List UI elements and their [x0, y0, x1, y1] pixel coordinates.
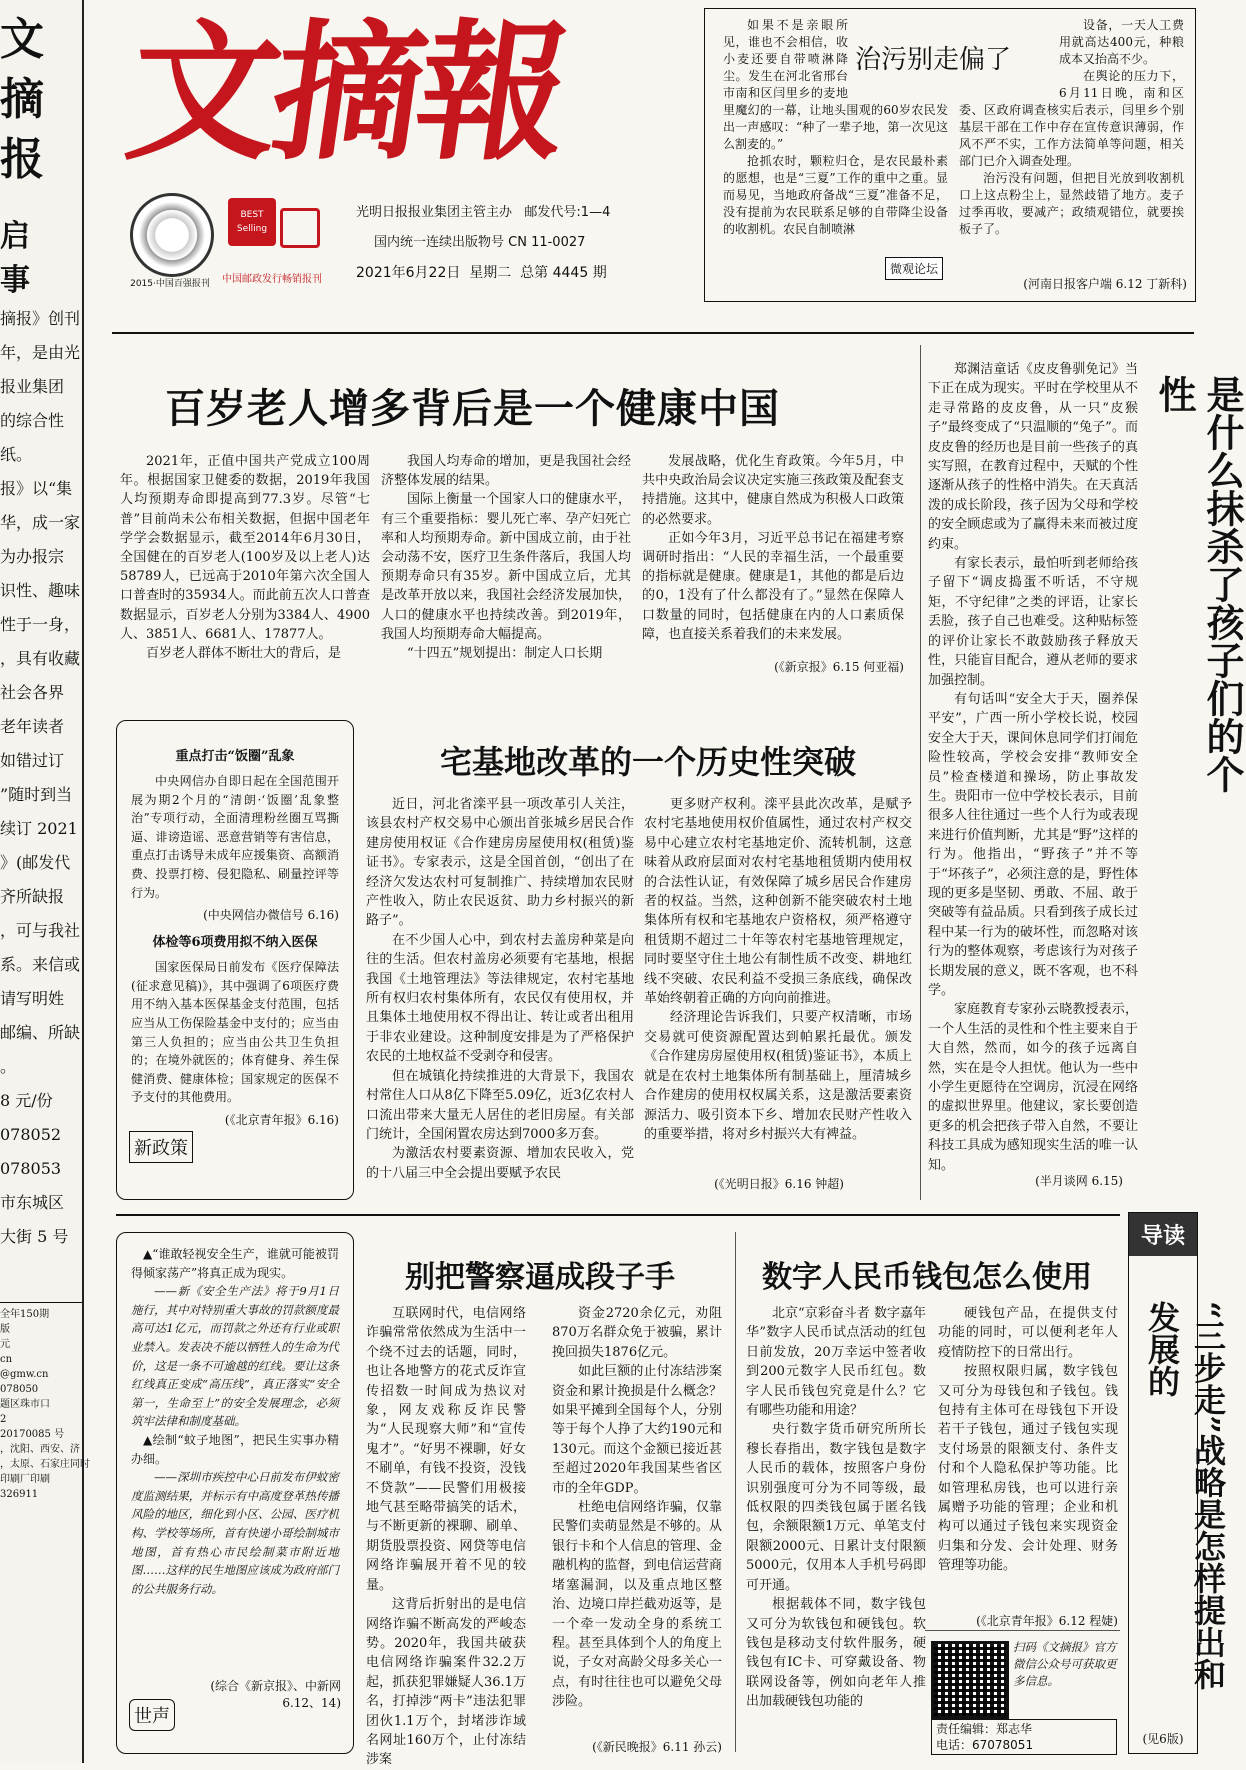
left-masthead-char: 报: [0, 134, 44, 185]
left-colophon: [0, 1302, 90, 1502]
homestead-col-2: [644, 795, 912, 1165]
middle-rule: [116, 1214, 1120, 1216]
left-masthead-char: 摘: [0, 74, 44, 125]
policy-source-1: (中央网信办微信号 6.16): [203, 908, 339, 923]
left-colophon-line: 20170085 号: [0, 1429, 65, 1440]
police-para: 资金2720余亿元，劝阻870万名群众免于被骗，累计挽回损失1876亿元。: [552, 1306, 722, 1360]
policy-source-2: (《北京青年报》6.16): [224, 1112, 339, 1127]
left-colophon-line: 版: [0, 1324, 10, 1335]
police-col-1: [366, 1304, 526, 1768]
lead-col-3: [642, 452, 904, 652]
police-para: 这背后折射出的是电信网络诈骗不断高发的严峻态势。2020年，我国共破获电信网络诈骗案件32.2万起，抓获犯罪嫌疑人36.1万名，打掉涉“两卡”违法犯罪团伙1.1万个，封堵涉诈域名网址160万个，止付冻结涉案: [366, 1597, 526, 1768]
digital-col-2: [938, 1304, 1118, 1609]
left-notice-line: 》(邮发代: [0, 853, 71, 872]
voices-source: (综合《新京报》、中新网 6.12、14): [210, 1679, 341, 1710]
top-editorial-box: [704, 8, 1196, 302]
left-colophon-line: 全年150期: [0, 1309, 50, 1320]
lead-para: 国际上衡量一个国家人口的健康水平，有三个重要指标：婴儿死亡率、孕产妇死亡率和人均预期寿命。新中国成立前，由于社会动荡不安，医疗卫生条件落后，我国人均预期寿命只有35岁。新中国成立后，尤其是改革开放以来，我国社会经济发展加快，人口的健康水平也持续改善。到2019年，我国人均预期寿命大幅提高。: [381, 492, 631, 642]
left-notice-line: 报》以“集: [0, 479, 73, 498]
guide-page: (见6版): [1142, 1732, 1184, 1746]
homestead-para: 为激活农村要素资源、增加农民收入，党的十八届三中全会提出要赋予农民: [366, 1146, 634, 1181]
police-title: 别把警察逼成段子手: [405, 1260, 675, 1295]
homestead-para: 经济理论告诉我们，只要产权清晰，市场交易就可使资源配置达到帕累托最优。颁发《合作建房房屋使用权(租赁)鉴证书》，本质上就是在农村土地集体所有制基础上，厘清城乡合作建房的使用权权属关系，这是激活要素资源活力、吸引资本下乡、增加农民财产性收入的重要举措，将对乡村振兴大有裨益。: [644, 1010, 912, 1142]
left-colophon-line: 326911: [0, 1489, 39, 1500]
policy-tag: 新政策: [129, 1131, 193, 1163]
editor-line: [931, 1719, 1117, 1755]
left-colophon-line: @gmw.cn: [0, 1369, 49, 1380]
issn: 国内统一连续出版物号 CN 11-0027: [374, 235, 586, 250]
guide-box: [1128, 1212, 1227, 1754]
police-para: 杜绝电信网络诈骗，仅靠民警们卖萌显然是不够的。从银行卡和个人信息的管理、金融机构的监督，到电信运营商堵塞漏洞，以及重点地区整治、边境口岸拦截劝返等，是一个牵一发动全身的系统工程。甚至具体到个人的角度上说，子女对高龄父母多关心一点，有时往往也可以避免父母涉险。: [552, 1500, 722, 1710]
lead-col-1: [120, 452, 370, 678]
postal-code: 邮发代号:1—4: [524, 205, 611, 220]
left-colophon-line: 题区珠市口: [0, 1399, 50, 1410]
editor-name: 责任编辑：郑志华: [936, 1722, 1033, 1736]
lead-para: 发展战略，优化生育政策。今年5月，中共中央政治局会议决定实施三孩政策及配套支持措施。这其中，健康自然成为积极人口政策的必然要求。: [642, 454, 904, 527]
right-article-source: (半月谈网 6.15): [1035, 1174, 1123, 1188]
policy-para-1: 中央网信办自即日起在全国范围开展为期2个月的“清朗·‘饭圈’乱象整治”专项行动，全面清理粉丝圈互骂撕逼、诽谤造谣、恶意营销等有害信息，重点打击诱导未成年应援集资、高额消费、投票打榜、侵犯隐私、刷量控评等行为。: [131, 774, 339, 900]
editorial-para: 抢抓农时，颗粒归仓，是农民最朴素的愿想，也是“三夏”工作的重中之重。显而易见，当地政府备战“三夏”准备不足，没有提前为农民联系足够的自带降尘设备的收割机。农民自制喷淋: [723, 154, 948, 236]
left-notice-line: ，具有收藏: [0, 649, 81, 668]
anniversary-badge-text: 2015·中国百强报刊: [130, 279, 210, 289]
digital-para: 按照权限归属，数字钱包又可分为母钱包和子钱包。钱包持有主体可在母钱包下开设若干子钱包，通过子钱包实现支付场景的限额支付、条件支付和个人隐私保护等功能。比如管理私房钱，也可以进行亲属赠予功能的管理；企业和机构可以通过子钱包来实现资金归集和分发、会计处理、财务管理等功能。: [938, 1364, 1118, 1574]
voices-item: ▲“谁敢轻视安全生产，谁就可能被罚得倾家荡产”将真正成为现实。: [131, 1247, 339, 1280]
left-notice-line: 078053: [0, 1159, 62, 1178]
homestead-title: 宅基地改革的一个历史性突破: [440, 743, 857, 781]
issue-number: 总第 4445 期: [520, 265, 607, 281]
left-notice-body: [0, 302, 82, 1254]
left-notice-line: 078052: [0, 1125, 62, 1144]
right-article-body: [928, 360, 1138, 1173]
lead-title: 百岁老人增多背后是一个健康中国: [165, 386, 780, 432]
left-notice-line: 报业集团: [0, 377, 65, 396]
left-colophon-line: 2: [0, 1414, 7, 1425]
masthead-info: [356, 198, 610, 288]
lead-para: 我国人均寿命的增加，更是我国社会经济整体发展的结果。: [381, 454, 631, 489]
homestead-para: 近日，河北省滦平县一项改革引人关注，该县农村产权交易中心颁出首张城乡居民合作建房使用权证《合作建房房屋使用权(租赁)鉴证书》。专家表示，这是全国首创，“创出了在经济欠发达农村可复制推广、持续增加农民财产性收入，防止农民返贫、助力乡村振兴的新路子”。: [366, 797, 634, 929]
lead-col-2: [381, 452, 631, 678]
left-masthead-char: 文: [0, 14, 44, 65]
policy-box: [116, 720, 354, 1200]
qr-code-icon[interactable]: [931, 1641, 1009, 1719]
voices-item: ——深圳市疾控中心日前发布伊蚊密度监测结果，并标示有中高度登革热传播风险的地区，细化到小区、公园、医疗机构、学校等场所，首有快递小哥绘制城市地图，首有热心市民绘制菜市附近地图……这样的民生地图应该成为政府部门的公共服务行动。: [131, 1470, 339, 1596]
left-notice-title: 启事: [0, 219, 30, 298]
left-colophon-line: 078050: [0, 1384, 39, 1395]
editorial-para: 治污没有问题，但把目光放到收割机口上这点粉尘上，显然歧错了地方。麦子过季再收，要减产；政绩观错位，就要挨板子了。: [959, 171, 1184, 236]
postal-logo-text: 中国邮政发行畅销报刊: [222, 274, 322, 285]
left-notice-line: 邮编、所缺: [0, 1023, 81, 1042]
left-notice-line: 纸。: [0, 445, 33, 464]
digital-col-1: [746, 1304, 926, 1756]
masthead: [117, 5, 690, 308]
right-article-title: 是什么抹杀了孩子们的个性: [1152, 375, 1245, 793]
lead-para: 2021年，正值中国共产党成立100周年。根据国家卫健委的数据，2019年我国人均预期寿命即提高到77.3岁。尽管“七普”目前尚未公布相关数据，但据中国老年学学会数据显示，截至2014年6月30日，全国健在的百岁老人(100岁及以上老人)达58789人，已远高于2010年第六次全国人口普查时的35934人。而此前五次人口普查数据显示，百岁老人分别为3384人、4900人、3851人、6681人、17877人。: [120, 454, 370, 642]
editorial-source: (河南日报客户端 6.12 丁新科): [1023, 277, 1187, 291]
editorial-title: 治污别走偏了: [855, 45, 1012, 75]
voices-box: [116, 1232, 354, 1754]
left-notice-line: 性于一身，: [0, 615, 81, 634]
digital-para: 北京“京彩奋斗者 数字嘉年华”数字人民币试点活动的红包日前发放，20万幸运中签者收到200元数字人民币红包。数字人民币钱包究竟是什么？它有哪些功能和用途？: [746, 1306, 926, 1419]
bottom-col-rule: [735, 1232, 736, 1752]
policy-para-2: 国家医保局日前发布《医疗保障法(征求意见稿)》，其中强调了6项医疗费用不纳入基本医保基金支付范围，包括应当从工伤保险基金中支付的；应当由第三人负担的；应当由公共卫生负担的；在境外就医的；体育健身、养生保健消费、健康体检；国家规定的医保不予支付的其他费用。: [131, 960, 339, 1105]
left-page-strip: [0, 0, 90, 1763]
left-colophon-line: ，沈阳、西安、济: [0, 1444, 80, 1455]
left-notice-line: 年，是由光: [0, 343, 81, 362]
best-selling-badge: BEST Selling: [228, 198, 276, 246]
left-notice-line: 8 元/份: [0, 1091, 53, 1110]
qr-box: [925, 1630, 1120, 1751]
left-notice-line: 老年读者: [0, 717, 65, 736]
weekday: 星期二: [469, 265, 512, 281]
homestead-source: (《光明日报》6.16 钟超): [714, 1177, 844, 1191]
homestead-col-1: [366, 795, 634, 1195]
newspaper-logo: 文摘報: [117, 5, 575, 181]
left-notice-line: ，可与我社: [0, 921, 81, 940]
left-notice-line: 齐所缺报: [0, 887, 65, 906]
police-col-2: [552, 1304, 722, 1734]
lead-para: 百岁老人群体不断壮大的背后，是: [146, 646, 342, 662]
left-colophon-line: 元: [0, 1339, 10, 1350]
police-para: 如此巨额的止付冻结涉案资金和累计挽损是什么概念？如果平摊到全国每个人，分别等于每个人挣了大约190元和130元。而这个金额已接近甚至超过2020年我国某些省区市的全年GDP。: [552, 1364, 722, 1496]
publisher: 光明日报报业集团主管主办: [356, 205, 513, 220]
editor-phone: 电话：67078051: [936, 1738, 1034, 1752]
left-notice-line: 续订 2021: [0, 819, 78, 838]
issue-date: 2021年6月22日: [356, 265, 461, 281]
homestead-para: 更多财产权利。滦平县此次改革，是赋予农村宅基地使用权价值属性，通过农村产权交易中心建立农村宅基地定价、流转机制，这意味着从政府层面对农村宅基地租赁期内使用权的合法性认证，有效保障了城乡居民合作建房者的权益。当然，这种创新不能突破农村土地集体所有权和宅基地农户资格权，须严格遵守租赁期不超过二十年等农村宅基地管理规定，同时要坚守住土地公有制性质不改变、耕地红线不突破、农民利益不受损三条底线，确保改革始终朝着正确的方向向前推进。: [644, 797, 912, 1007]
lead-para: 正如今年3月，习近平总书记在福建考察调研时指出：“人民的幸福生活，一个最重要的指标就是健康。健康是1，其他的都是后边的0，1没有了什么都没有了。”显然在保障人口数量的同时，包括健康在内的人口素质保障，也直接关系着我们的未来发展。: [642, 530, 904, 642]
left-notice-line: 如错过订: [0, 751, 65, 770]
digital-para: 硬钱包产品，在提供支付功能的同时，可以便利老年人疫情防控下的日常出行。: [938, 1306, 1118, 1360]
left-notice-line: 社会各界: [0, 683, 65, 702]
police-source: (《新民晚报》6.11 孙云): [592, 1740, 722, 1754]
editorial-col-1: [723, 17, 948, 297]
editorial-para: 如果不是亲眼所见，谁也不会相信，收小麦还要自带喷淋降尘。发生在河北省邢台市南和区闫里乡的麦地里魔幻的一幕，让地头围观的60岁农民发出一声感叹：“种了一辈子地，第一次见这么割麦的。”: [723, 18, 948, 151]
left-notice-line: 大街 5 号: [0, 1227, 69, 1246]
left-notice-line: 识性、趣味: [0, 581, 81, 600]
voices-item: ——新《安全生产法》将于9月1日施行，其中对特别重大事故的罚款额度最高可达1亿元，而罚款之外还有行业或职业禁入。发表决不能以牺牲人的生命为代价，这是一条不可逾越的红线。要让这条红线真正变成“高压线”，真正落实“安全第一，生命至上”的安全发展理念，必须筑牢法律和制度基础。: [131, 1284, 339, 1429]
lead-source: (《新京报》6.15 何亚福): [774, 660, 904, 674]
lead-para: “十四五”规划提出：制定人口长期: [407, 646, 603, 662]
right-para: 有句话叫“安全大于天，圈养保平安”，广西一所小学校长说，校园安全大于天，课间休息同学们打闹危险性较高，学校会安排“教师安全员”检查楼道和操场，防止事故发生。贵阳市一位中学校长表示，目前很多人往往通过一些个人行为或表现来进行价值判断，尤其是“野”这样的行为。他指出，“野孩子”并不等于“坏孩子”，必须注意的是，野性体现的更多是坚韧、勇敢、不屈、敢于突破等有益品质。只看到孩子成长过程中某一行为的破坏性，而忽略对该行为的整体观察，考虑该行为对孩子长期发展的意义，既不客观，也不科学。: [928, 691, 1138, 998]
right-para: 有家长表示，最怕听到老师给孩子留下“调皮捣蛋不听话，不守规矩，不守纪律”之类的评语，让家长丢脸，孩子自己也难受。这种贴标签的评价让家长不敢鼓励孩子释放天性，只能盲目配合，遵从老师的要求加强控制。: [928, 556, 1138, 688]
left-notice-line: 请写明姓: [0, 989, 65, 1008]
voices-item: ▲绘制“蚊子地图”，把民生实事办精办细。: [131, 1432, 339, 1466]
left-notice-line: 华，成一家: [0, 513, 81, 532]
qr-caption: 扫码《文摘报》官方微信公众号可获取更多信息。: [1013, 1640, 1117, 1688]
voices-tag: 世声: [129, 1699, 175, 1731]
editorial-col-2: [959, 17, 1184, 297]
left-notice-line: 市东城区: [0, 1193, 65, 1212]
policy-heading-2: 体检等6项费用拟不纳入医保: [152, 935, 318, 951]
digital-title: 数字人民币钱包怎么使用: [762, 1260, 1092, 1295]
digital-para: 根据载体不同，数字钱包又可分为软钱包和硬钱包。软钱包是移动支付软件服务，硬钱包有IC卡、可穿戴设备、物联网设备等，例如向老年人推出加载硬钱包功能的: [746, 1597, 926, 1710]
editorial-para: 在舆论的压力下，6月11日晚，南和区委、区政府调查核实后表示，闫里乡个别基层干部在工作中存在宣传意识薄弱，作风不严不实，工作方法简单等问题，相关部门已介入调查处理。: [959, 69, 1184, 168]
left-notice-line: 的综合性: [0, 411, 65, 430]
left-notice-line: 。: [0, 1057, 17, 1076]
voices-body: [131, 1245, 339, 1665]
top-rule: [112, 332, 1194, 334]
left-masthead: [0, 10, 82, 190]
right-para: 郑渊洁童话《皮皮鲁驯免记》当下正在成为现实。平时在学校里从不走寻常路的皮皮鲁，从一只“皮猴子”最终变成了“只温顺的“兔子”。而皮皮鲁的经历也是目前一些孩子的真实写照，在教育过程中，天赋的个性逐渐从孩子的性格中消失。在天真活泼的成长阶段，孩子因为父母和学校的安全顾虑或为了赢得未来而被过度约束。: [928, 362, 1138, 552]
digital-source: (《北京青年报》6.12 程婕): [976, 1614, 1118, 1628]
homestead-para: 但在城镇化持续推进的大背景下，我国农村常住人口从8亿下降至5.09亿，近3亿农村人口流出带来大量无人居住的老旧房屋。有关部门统计，全国闲置农房达到7000多万套。: [366, 1068, 634, 1142]
right-para: 家庭教育专家孙云晓教授表示，一个人生活的灵性和个性主要来自于大自然，然而，如今的孩子远离自然，实在是令人担忧。他认为一些中小学生更愿待在空调房，沉浸在网络的虚拟世界里。他建议，家长要创造更多的机会把孩子带入自然，不要让科技工具成为感知现实生活的唯一认知。: [928, 1002, 1138, 1173]
left-notice-line: 系。来信或: [0, 955, 81, 974]
editorial-para: 设备，一天人工费用就高达400元，种粮成本又抬高不少。: [1059, 18, 1184, 66]
left-notice-line: ”随时到当: [0, 785, 73, 804]
editorial-tag: 微观论坛: [885, 257, 943, 280]
digital-para: 央行数字货币研究所所长穆长春指出，数字钱包是数字人民币的载体，按照客户身份识别强度可分为不同等级，最低权限的四类钱包属于匿名钱包，余额限额1万元、单笔支付限额2000元、日累计支付限额5000元，仅用本人手机号码即可开通。: [746, 1422, 926, 1593]
police-para: 互联网时代，电信网络诈骗常常依然成为生活中一个绕不过去的话题，同时，也让各地警方的花式反诈宣传招数一时间成为热议对象，网友戏称反诈民警为“人民现察大师”和“宣传鬼才”。“好男不裸聊，好女不刷单，有钱不投资，没钱不贷款”——民警们用极接地气甚至略带搞笑的话术，与不断更新的裸聊、刷单、期货股票投资、网贷等电信网络诈骗展开着不见的较量。: [366, 1306, 526, 1593]
anniversary-badge-icon: [130, 193, 214, 277]
left-colophon-line: cn: [0, 1354, 13, 1365]
guide-label: 导读: [1129, 1213, 1197, 1256]
homestead-para: 在不少国人心中，到农村去盖房种菜是向往的生活。但农村盖房必须要有宅基地，根据我国《土地管理法》等法律规定，农村宅基地所有权归农村集体所有，农民仅有使用权，并且集体土地使用权不得出让、转让或者出租用于非农业建设。这种制度安排是为了严格保护农民的土地权益不受剥夺和侵害。: [366, 932, 634, 1065]
left-notice-line: 为办报宗: [0, 547, 65, 566]
right-col-rule: [920, 345, 921, 1200]
left-colophon-line: 印刷厂印刷: [0, 1474, 50, 1485]
policy-heading-1: 重点打击“饭圈”乱象: [175, 749, 295, 764]
postal-logo-icon: [280, 208, 320, 248]
guide-title: “三步走”战略是怎样提出和发展的: [1143, 1301, 1227, 1690]
left-colophon-line: ，太原、石家庄同时: [0, 1459, 90, 1470]
left-notice-line: 摘报》创刊: [0, 309, 81, 328]
